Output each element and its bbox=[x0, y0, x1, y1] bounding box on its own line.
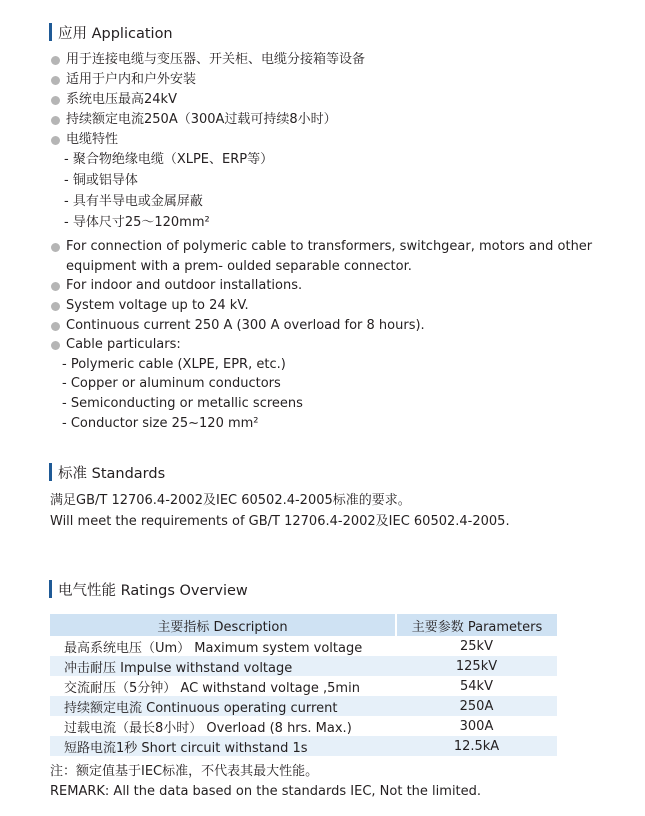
cn-sub-item-4: - 导体尺寸25～120mm² bbox=[64, 215, 210, 230]
cn-item-2: 适用于户内和户外安装 bbox=[66, 72, 197, 87]
standards-cn-text: 满足GB/T 12706.4-2002及IEC 60502.4-2005标准的要求。 bbox=[50, 493, 411, 508]
row-description: 冲击耐压 Impulse withstand voltage bbox=[50, 656, 396, 676]
section-accent-bar bbox=[49, 23, 52, 41]
bullet-icon bbox=[51, 136, 60, 145]
application-heading bbox=[49, 23, 173, 41]
bullet-icon bbox=[51, 282, 60, 291]
application-title: 应用 Application bbox=[58, 25, 173, 42]
en-item-4: Continuous current 250 A (300 A overload for 8 hours). bbox=[66, 318, 425, 333]
standards-heading bbox=[49, 463, 165, 481]
cn-sub-item-1: - 聚合物绝缘电缆（XLPE、ERP等） bbox=[64, 152, 274, 167]
en-sub-item-3: - Semiconducting or metallic screens bbox=[62, 396, 303, 411]
en-sub-item-2: - Copper or aluminum conductors bbox=[62, 376, 281, 391]
note-en: REMARK: All the data based on the standards IEC, Not the limited. bbox=[50, 784, 482, 799]
row-description: 交流耐压（5分钟） AC withstand voltage ,5min bbox=[64, 680, 360, 696]
header-description: 主要指标 Description bbox=[50, 614, 396, 636]
row-value: 250A bbox=[396, 696, 557, 716]
cn-item-4: 持续额定电流250A（300A过载可持续8小时） bbox=[66, 112, 337, 127]
bullet-icon bbox=[51, 322, 60, 331]
table-row bbox=[50, 736, 557, 756]
row-description: 持续额定电流 Continuous operating current bbox=[50, 696, 396, 716]
table-header-row bbox=[50, 614, 557, 636]
en-item-5: Cable particulars: bbox=[66, 337, 181, 352]
en-sub-item-1: - Polymeric cable (XLPE, EPR, etc.) bbox=[62, 357, 286, 372]
bullet-icon bbox=[51, 116, 60, 125]
row-value: 25kV bbox=[460, 638, 493, 654]
row-description: 最高系统电压（Um） Maximum system voltage bbox=[64, 640, 363, 656]
cn-sub-item-3: - 具有半导电或金属屏蔽 bbox=[64, 194, 203, 209]
row-description: 短路电流1秒 Short circuit withstand 1s bbox=[50, 736, 396, 756]
standards-title: 标准 Standards bbox=[58, 465, 166, 482]
row-value: 12.5kA bbox=[396, 736, 557, 756]
en-item-3: System voltage up to 24 kV. bbox=[66, 298, 249, 313]
cn-item-1: 用于连接电缆与变压器、开关柜、电缆分接箱等设备 bbox=[66, 52, 366, 67]
table-row bbox=[50, 636, 557, 656]
section-accent-bar bbox=[49, 580, 52, 598]
cn-item-5: 电缆特性 bbox=[66, 132, 119, 147]
section-accent-bar bbox=[49, 463, 52, 481]
cn-item-3: 系统电压最高24kV bbox=[66, 92, 177, 107]
bullet-icon bbox=[51, 76, 60, 85]
row-description: 过载电流（最长8小时） Overload (8 hrs. Max.) bbox=[64, 720, 352, 736]
standards-en-text: Will meet the requirements of GB/T 12706.4-2002及IEC 60502.4-2005. bbox=[50, 514, 510, 529]
bullet-icon bbox=[51, 56, 60, 65]
ratings-heading bbox=[49, 580, 248, 598]
table-row bbox=[50, 696, 557, 716]
row-value: 300A bbox=[459, 718, 494, 734]
ratings-title: 电气性能 Ratings Overview bbox=[58, 582, 248, 599]
bullet-icon bbox=[51, 243, 60, 252]
en-item-1-line-1: For connection of polymeric cable to transformers, switchgear, motors and other bbox=[66, 239, 593, 254]
bullet-icon bbox=[51, 341, 60, 350]
bullet-icon bbox=[51, 96, 60, 105]
table-row bbox=[50, 676, 557, 696]
note-cn: 注：额定值基于IEC标准，不代表其最大性能。 bbox=[50, 764, 319, 779]
ratings-table bbox=[50, 614, 557, 756]
cn-sub-item-2: - 铜或铝导体 bbox=[64, 173, 138, 188]
table-row bbox=[50, 716, 557, 736]
header-parameters: 主要参数 Parameters bbox=[396, 614, 557, 636]
en-sub-item-4: - Conductor size 25~120 mm² bbox=[62, 416, 259, 431]
row-value: 54kV bbox=[460, 678, 493, 694]
en-item-1-line-2: equipment with a prem- oulded separable connector. bbox=[66, 259, 412, 274]
bullet-icon bbox=[51, 302, 60, 311]
en-item-2: For indoor and outdoor installations. bbox=[66, 278, 303, 293]
row-value: 125kV bbox=[396, 656, 557, 676]
table-row bbox=[50, 656, 557, 676]
